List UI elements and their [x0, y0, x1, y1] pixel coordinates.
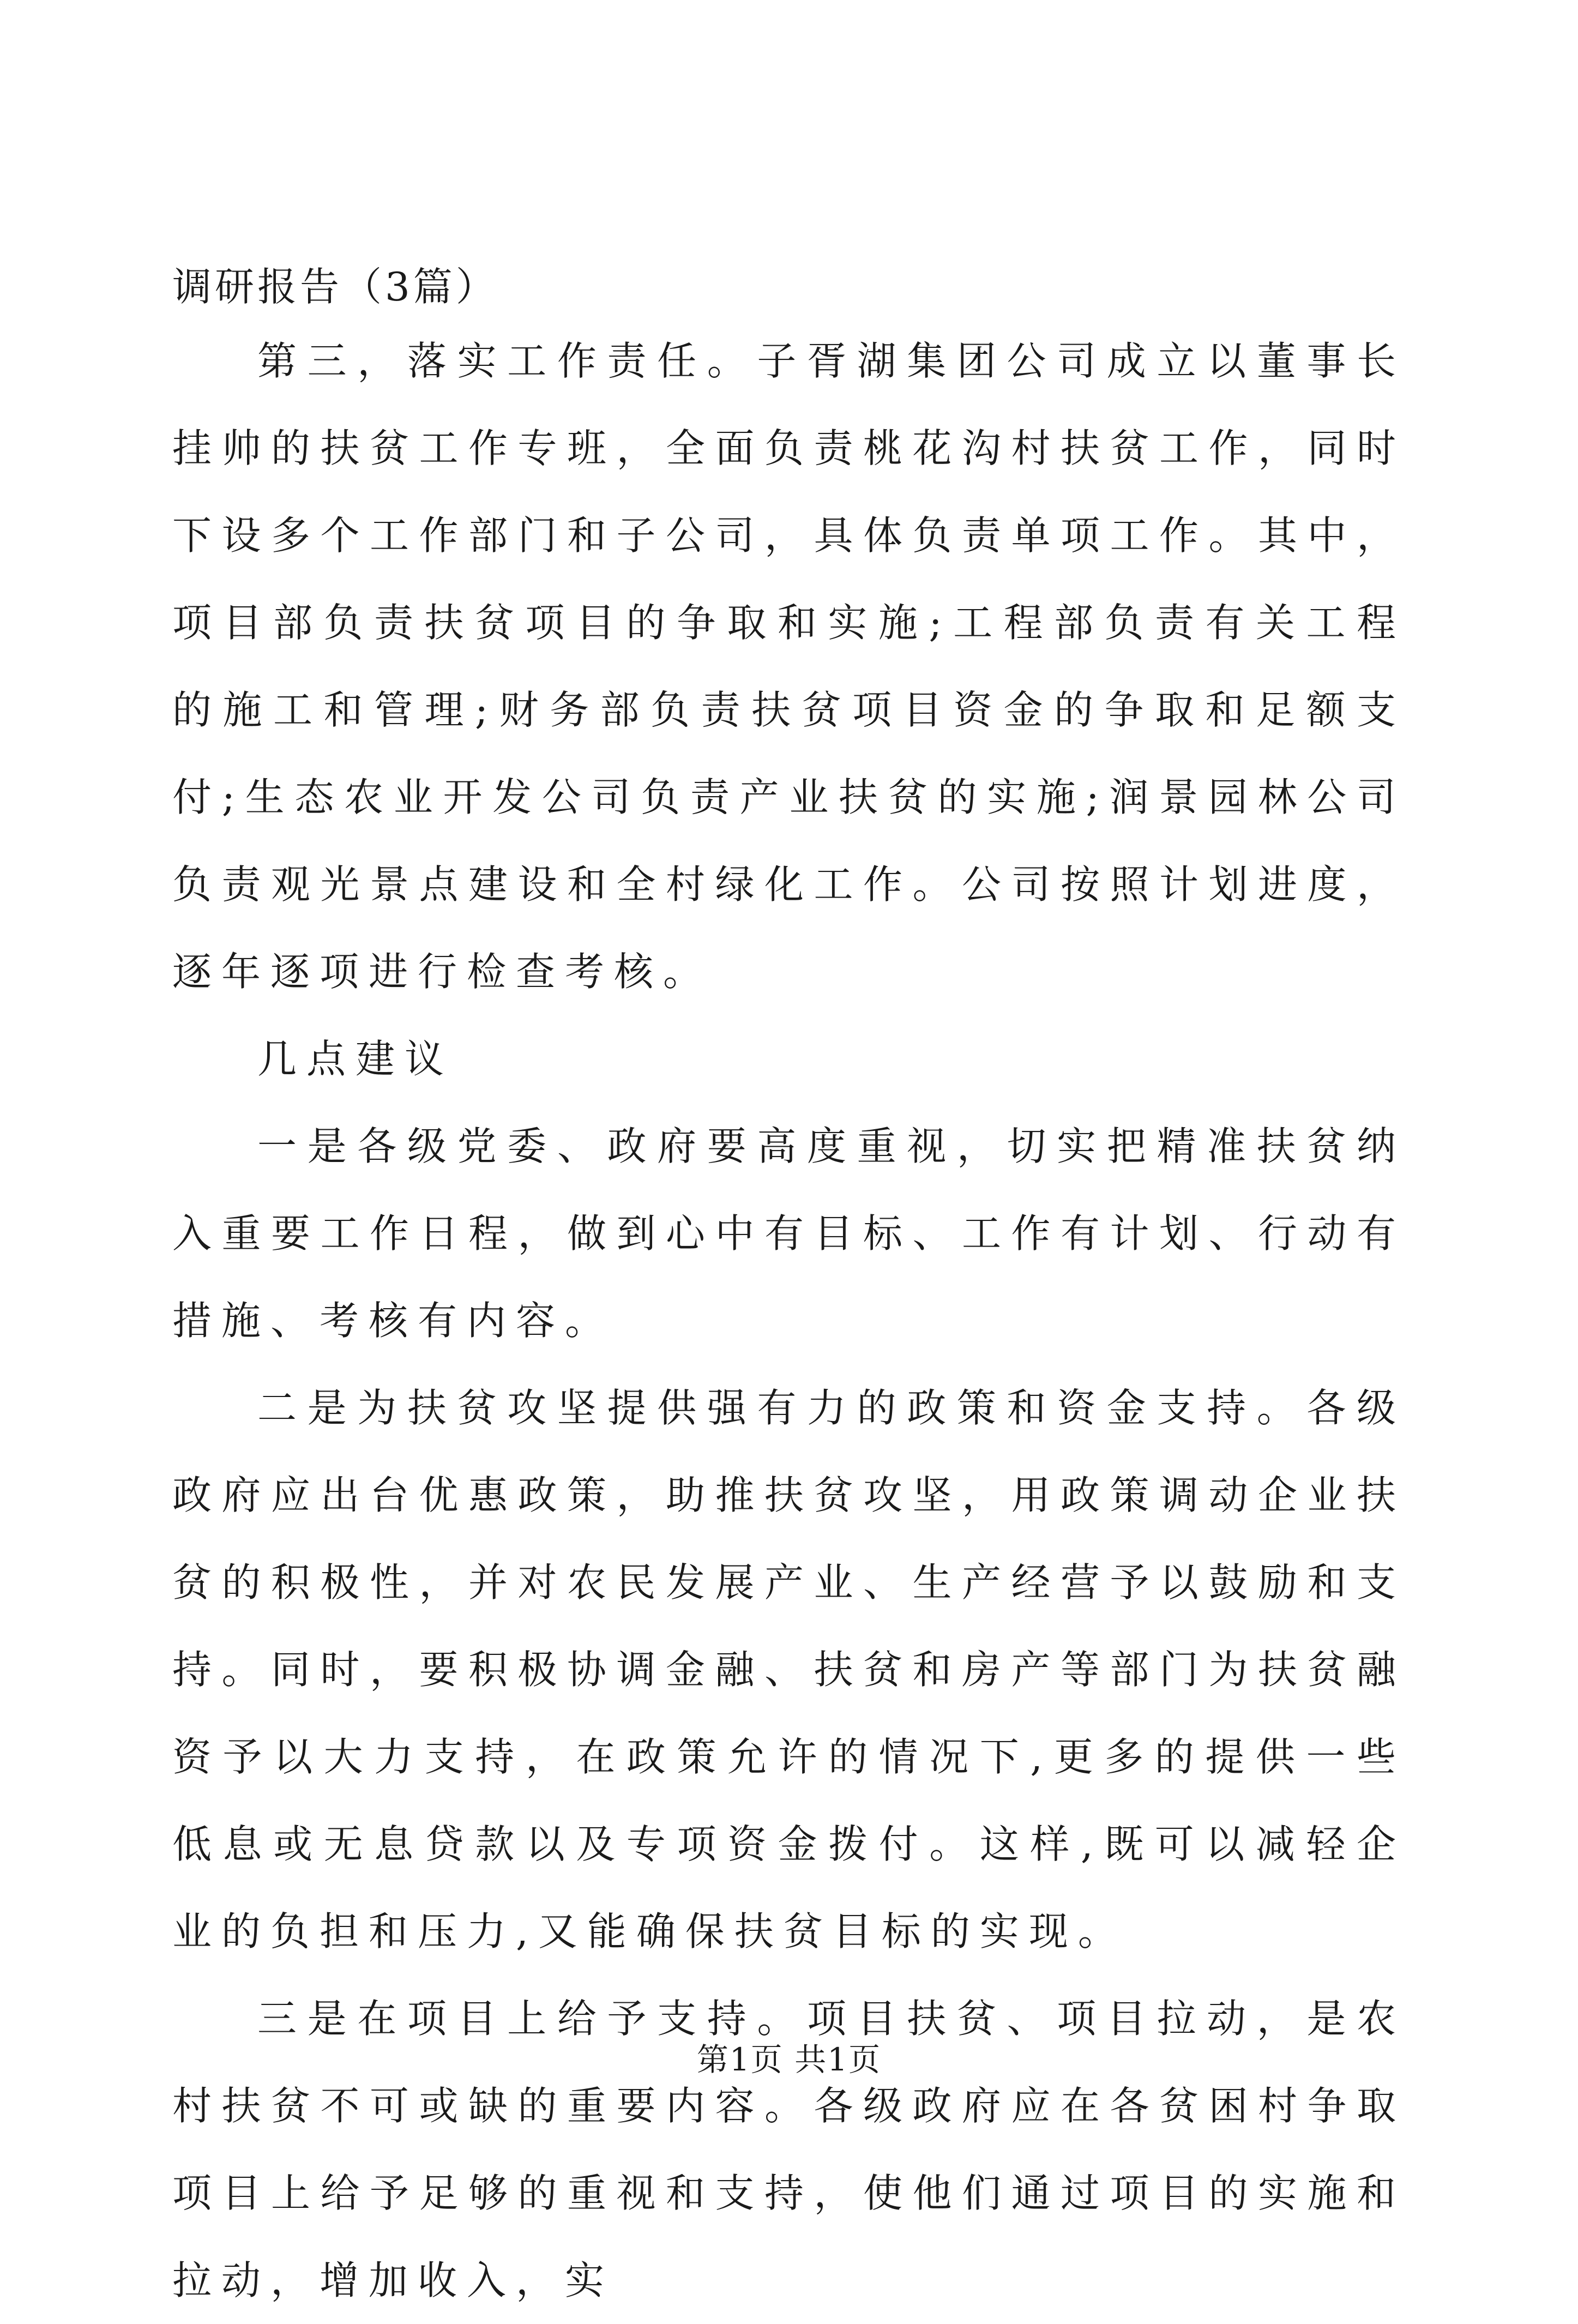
paragraph-suggestion-three: 三是在项目上给予支持。项目扶贫、项目拉动，是农村扶贫不可或缺的重要内容。各级政府应在各贫困村争取项目上给予足够的重视和支持，使他们通过项目的实施和拉动，增加收入，实	[172, 1996, 1406, 2303]
section-heading-suggestions: 几点建议	[257, 1036, 454, 1082]
paragraph-responsibility: 第三，落实工作责任。子胥湖集团公司成立以董事长挂帅的扶贫工作专班，全面负责桃花沟村扶贫工作，同时下设多个工作部门和子公司，具体负责单项工作。其中，项目部负责扶贫项目的争取和实施;工程部负责有关工程的施工和管理;财务部负责扶贫项目资金的争取和足额支付;生态农业开发公司负责产业扶贫的实施;润景园林公司负责观光景点建设和全村绿化工作。公司按照计划进度，逐年逐项进行检查考核。	[172, 338, 1406, 995]
page-number-footer: 第1页 共1页	[696, 2041, 882, 2078]
paragraph-suggestion-two: 二是为扶贫攻坚提供强有力的政策和资金支持。各级政府应出台优惠政策，助推扶贫攻坚，用政策调动企业扶贫的积极性，并对农民发展产业、生产经营予以鼓励和支持。同时，要积极协调金融、扶贫和房产等部门为扶贫融资予以大力支持，在政策允许的情况下,更多的提供一些低息或无息贷款以及专项资金拨付。这样,既可以减轻企业的负担和压力,又能确保扶贫目标的实现。	[172, 1385, 1406, 1954]
document-body	[172, 256, 1406, 2324]
document-title: 调研报告（3篇）	[172, 264, 498, 310]
paragraph-suggestion-one: 一是各级党委、政府要高度重视，切实把精准扶贫纳入重要工作日程，做到心中有目标、工作有计划、行动有措施、考核有内容。	[172, 1123, 1406, 1344]
